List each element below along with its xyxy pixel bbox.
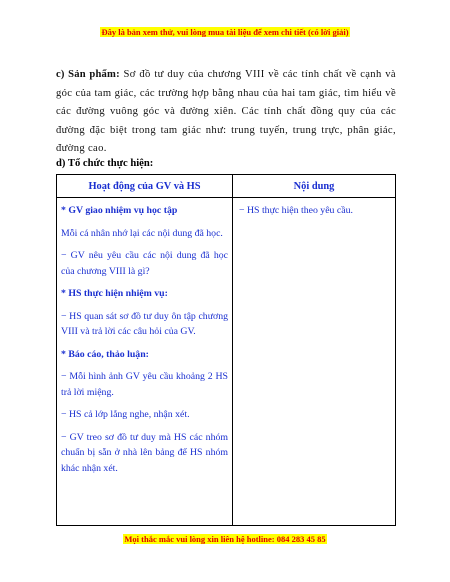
preview-banner	[0, 27, 450, 37]
activity-line: − GV nêu yêu cầu các nội dung đã học của chương VIII là gì?	[61, 250, 228, 277]
content-line: − HS thực hiện theo yêu cầu.	[239, 205, 353, 216]
activity-line: * GV giao nhiệm vụ học tập	[61, 205, 178, 216]
activity-line: − GV treo sơ đồ tư duy mà HS các nhóm chuẩn bị sẵn ở nhà lên bảng để HS nhóm khác nhận xét.	[61, 431, 228, 474]
header-content: Nội dung	[233, 175, 396, 198]
product-paragraph	[56, 66, 396, 159]
table-header-row	[57, 175, 396, 198]
preview-banner-text: Đây là bản xem thử, vui lòng mua tài liệu để xem chi tiết (có lời giải)	[101, 27, 349, 37]
organize-heading: d) Tổ chức thực hiện:	[56, 158, 154, 169]
product-text: Sơ đồ tư duy của chương VIII về các tính chất về cạnh và góc của tam giác, các trường hợp bằng nhau của hai tam giác, tìm hiểu về các đường vuông góc và đường xiên. Các tính chất đồng quy của các đường đặc biệt trong tam giác như: trung tuyến, trung trực, phân giác, đường cao.	[56, 69, 396, 155]
table-row	[57, 198, 396, 526]
product-label: c) Sản phẩm:	[56, 69, 120, 80]
activity-line: Mỗi cá nhân nhớ lại các nội dung đã học.	[61, 227, 223, 239]
hotline-banner-text: Mọi thắc mắc vui lòng xin liên hệ hotline: 084 283 45 85	[124, 534, 326, 544]
activity-line: * Báo cáo, thảo luận:	[61, 348, 149, 360]
content-cell	[233, 198, 396, 526]
header-activities: Hoạt động của GV và HS	[57, 175, 233, 198]
activity-line: − HS quan sát sơ đồ tư duy ôn tập chương VIII và trả lời các câu hỏi của GV.	[61, 310, 228, 337]
activity-line: − HS cả lớp lắng nghe, nhận xét.	[61, 409, 190, 420]
hotline-banner	[0, 534, 450, 544]
activity-table	[56, 174, 396, 526]
activity-line: * HS thực hiện nhiệm vụ:	[61, 288, 168, 299]
activity-line: − Mỗi hình ảnh GV yêu cầu khoảng 2 HS trả lời miệng.	[61, 371, 228, 398]
activities-cell	[57, 198, 233, 526]
